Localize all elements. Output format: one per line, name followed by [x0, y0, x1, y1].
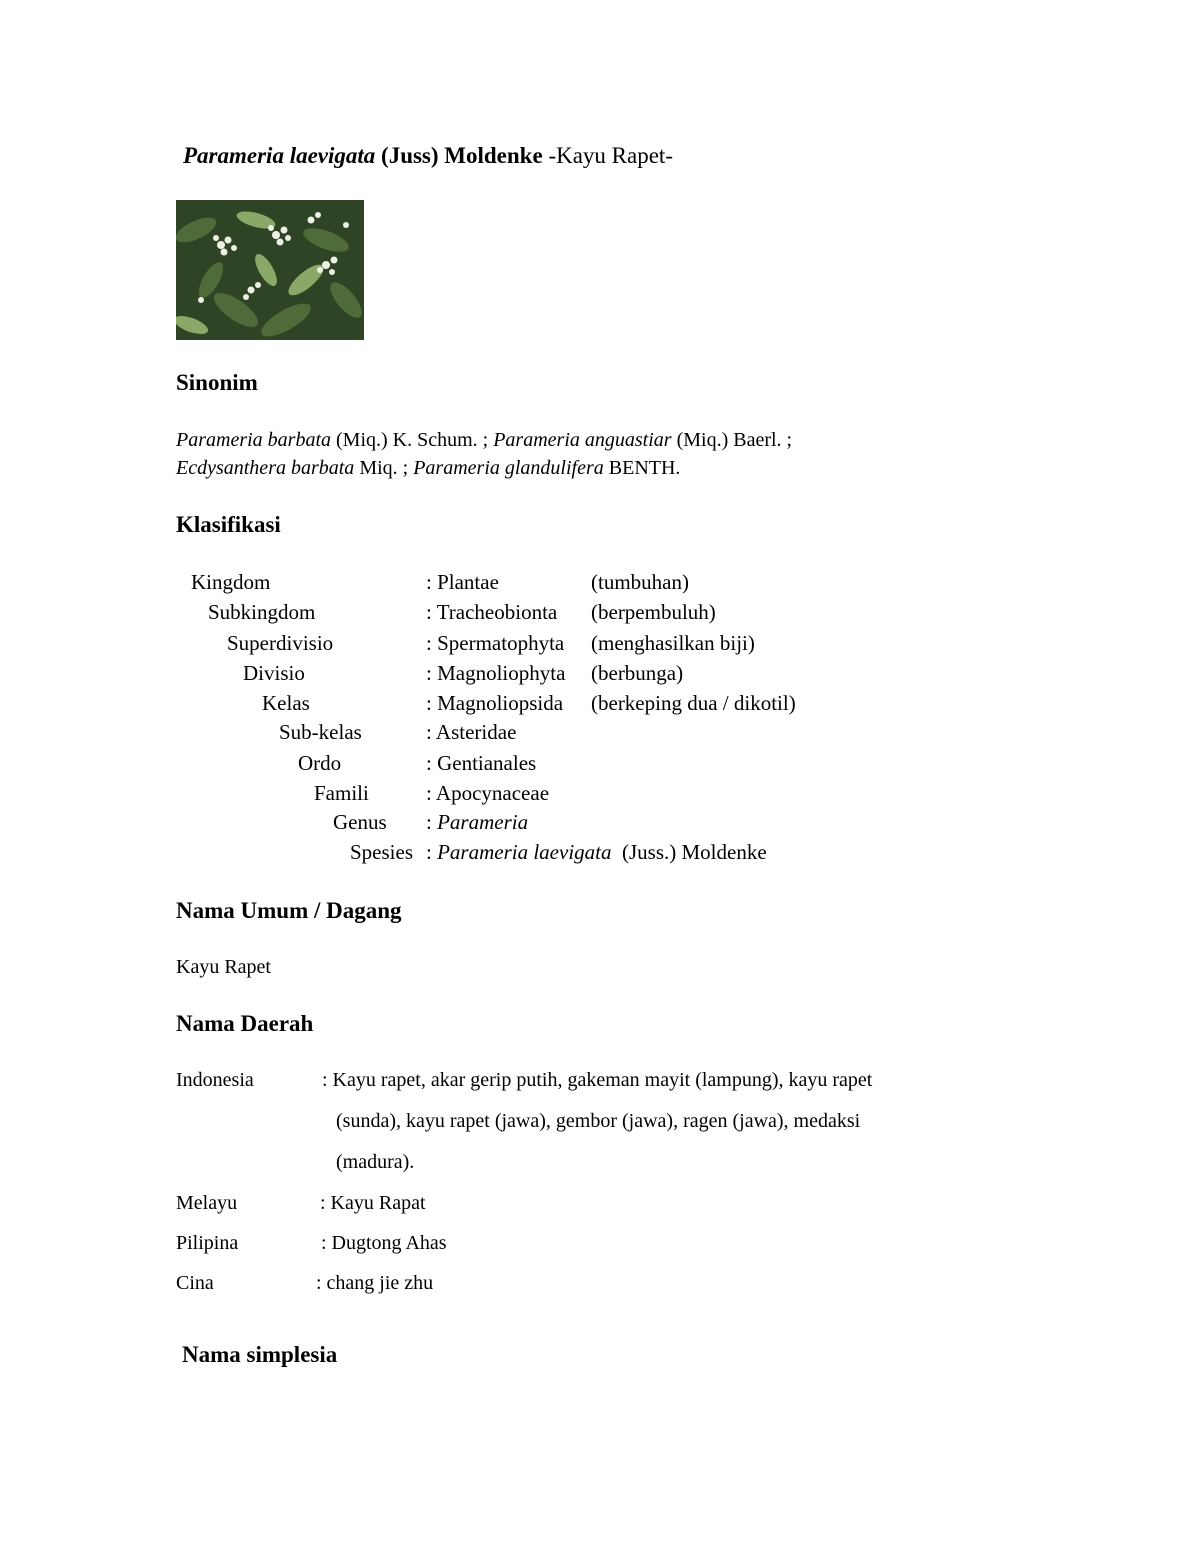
spesies-author: (Juss.) Moldenke: [611, 840, 767, 864]
klasifikasi-label-subkingdom: Subkingdom: [208, 600, 316, 624]
sinonim-2-c: Parameria glandulifera: [413, 457, 604, 479]
daerah-indonesia-line-2: (sunda), kayu rapet (jawa), gembor (jawa), ragen (jawa), medaksi: [336, 1110, 861, 1132]
klasifikasi-note-divisio: (berbunga): [591, 661, 684, 685]
klasifikasi-label-famili: Famili: [314, 781, 369, 805]
sinonim-line-2: [176, 457, 680, 480]
heading-sinonim: Sinonim: [176, 370, 258, 395]
nama-umum-value: Kayu Rapet: [176, 956, 271, 978]
spesies-name: Parameria laevigata: [437, 840, 612, 864]
klasifikasi-value-genus: [426, 810, 528, 835]
klasifikasi-label-divisio: Divisio: [243, 661, 305, 685]
klasifikasi-value-divisio: : Magnoliophyta: [426, 661, 566, 685]
klasifikasi-value-ordo: : Gentianales: [426, 751, 537, 775]
klasifikasi-label-subkelas: Sub-kelas: [279, 720, 362, 744]
klasifikasi-value-subkelas: : Asteridae: [426, 720, 517, 744]
daerah-indonesia-line-3: (madura).: [336, 1151, 415, 1173]
document-title: [183, 143, 673, 169]
daerah-value-cina: : chang jie zhu: [316, 1272, 434, 1294]
title-common: -Kayu Rapet-: [548, 143, 673, 168]
genus-colon: :: [426, 810, 438, 834]
sinonim-2-d: BENTH.: [603, 457, 681, 479]
klasifikasi-note-subkingdom: (berpembuluh): [591, 600, 716, 624]
klasifikasi-label-kingdom: Kingdom: [191, 570, 271, 594]
sinonim-2-a: Ecdysanthera barbata: [176, 457, 355, 479]
klasifikasi-value-kingdom: : Plantae: [426, 570, 499, 594]
klasifikasi-label-genus: Genus: [333, 810, 387, 834]
sinonim-line-1: [176, 429, 792, 452]
genus-name: Parameria: [437, 810, 529, 834]
spesies-colon: :: [426, 840, 438, 864]
klasifikasi-label-kelas: Kelas: [262, 691, 310, 715]
klasifikasi-label-superdivisio: Superdivisio: [227, 631, 334, 655]
sinonim-1-b: (Miq.) K. Schum. ;: [331, 429, 494, 451]
sinonim-1-c: Parameria anguastiar: [493, 429, 672, 451]
klasifikasi-note-kingdom: (tumbuhan): [591, 570, 689, 594]
klasifikasi-value-subkingdom: : Tracheobionta: [426, 600, 558, 624]
daerah-label-indonesia: Indonesia: [176, 1069, 254, 1091]
heading-nama-simplesia: Nama simplesia: [182, 1342, 338, 1367]
daerah-value-melayu: : Kayu Rapat: [320, 1192, 426, 1214]
daerah-label-melayu: Melayu: [176, 1192, 238, 1214]
klasifikasi-note-superdivisio: (menghasilkan biji): [591, 631, 755, 655]
sinonim-1-a: Parameria barbata: [176, 429, 331, 451]
daerah-value-pilipina: : Dugtong Ahas: [321, 1232, 447, 1254]
plant-photo: [176, 200, 364, 340]
heading-nama-daerah: Nama Daerah: [176, 1011, 314, 1036]
daerah-label-cina: Cina: [176, 1272, 214, 1294]
sinonim-2-b: Miq. ;: [354, 457, 414, 479]
sinonim-1-d: (Miq.) Baerl. ;: [671, 429, 793, 451]
daerah-indonesia-line-1: : Kayu rapet, akar gerip putih, gakeman mayit (lampung), kayu rapet: [322, 1069, 873, 1091]
klasifikasi-value-kelas: : Magnoliopsida: [426, 691, 564, 715]
klasifikasi-label-ordo: Ordo: [298, 751, 342, 775]
heading-nama-umum: Nama Umum / Dagang: [176, 898, 402, 923]
klasifikasi-label-spesies: Spesies: [350, 840, 413, 864]
heading-klasifikasi: Klasifikasi: [176, 512, 281, 537]
klasifikasi-value-superdivisio: : Spermatophyta: [426, 631, 565, 655]
title-species: Parameria laevigata: [183, 143, 376, 168]
klasifikasi-value-spesies: [426, 840, 767, 865]
daerah-label-pilipina: Pilipina: [176, 1232, 239, 1254]
title-author: (Juss) Moldenke: [375, 143, 549, 168]
plant-photo-icon: [176, 200, 364, 340]
klasifikasi-value-famili: : Apocynaceae: [426, 781, 550, 805]
klasifikasi-note-kelas: (berkeping dua / dikotil): [591, 691, 796, 715]
